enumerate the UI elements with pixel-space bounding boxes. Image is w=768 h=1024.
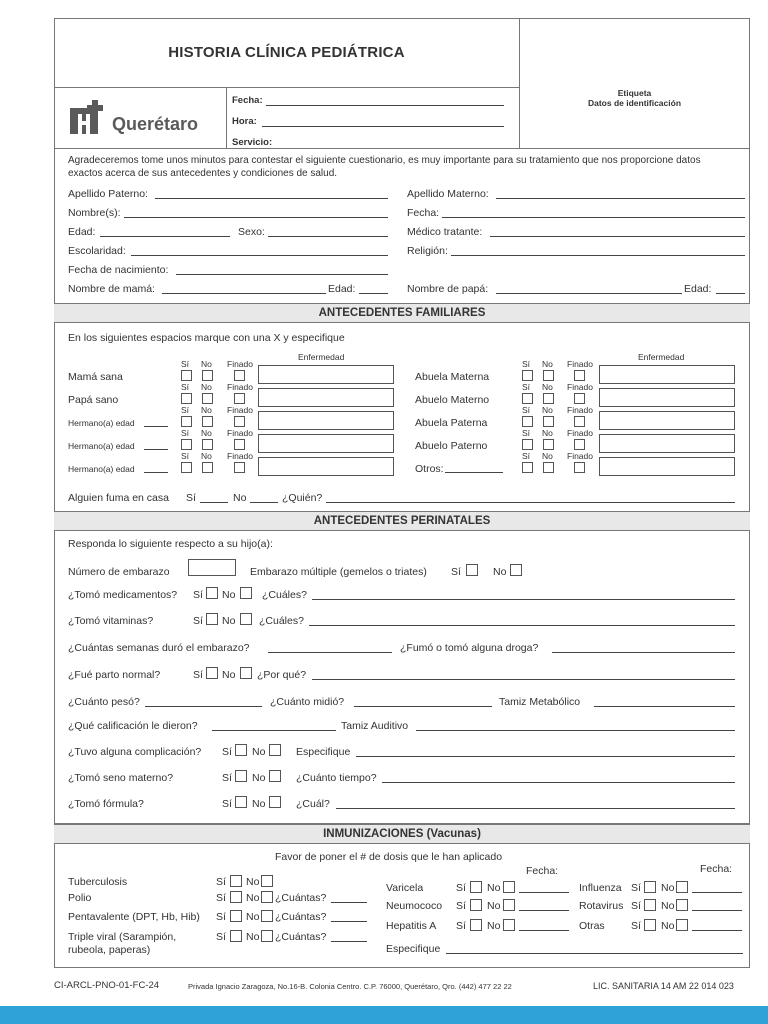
vaccine-no-checkbox[interactable] <box>503 919 515 931</box>
vaccine-label: Tuberculosis <box>68 876 128 888</box>
finado-checkbox[interactable] <box>234 462 245 473</box>
si-checkbox[interactable] <box>181 370 192 381</box>
vaccine-cuantas-label: ¿Cuántas? <box>275 911 327 923</box>
si-checkbox[interactable] <box>522 462 533 473</box>
si-column-header: Sí <box>522 359 531 369</box>
no-column-header: No <box>201 405 212 415</box>
vaccine-cuantas-label: ¿Cuántas? <box>275 892 327 904</box>
logo-text: Querétaro <box>112 114 199 134</box>
peso-label: ¿Cuánto pesó? <box>68 696 140 708</box>
apellido-paterno-label: Apellido Paterno: <box>68 188 148 200</box>
enfermedad-input[interactable] <box>258 388 394 407</box>
fuma-quien-label: ¿Quién? <box>282 492 323 504</box>
si-checkbox[interactable] <box>181 416 192 427</box>
no-column-header: No <box>201 451 212 461</box>
vaccine-fecha-input[interactable] <box>692 910 742 911</box>
vaccine-si-label: Sí <box>216 931 226 943</box>
fecha-nacimiento-input[interactable] <box>176 274 388 275</box>
parto-no-checkbox[interactable] <box>240 667 252 679</box>
tamiz-metabolico-label: Tamiz Metabólico <box>499 696 581 708</box>
finado-column-header: Finado <box>227 405 253 415</box>
nombre-papa-label: Nombre de papá: <box>407 283 489 295</box>
si-column-header: Sí <box>522 405 531 415</box>
inmunizaciones-fecha-1: Fecha: <box>526 865 559 877</box>
etiqueta-line2: Datos de identificación <box>587 98 682 108</box>
parto-por-que-input[interactable] <box>312 679 735 680</box>
vaccine-label: Influenza <box>579 882 622 894</box>
seno-si-checkbox[interactable] <box>235 770 247 782</box>
formula-no-checkbox[interactable] <box>269 796 281 808</box>
finado-column-header: Finado <box>567 405 593 415</box>
vaccine-si-label: Sí <box>216 911 226 923</box>
tamiz-metabolico-input[interactable] <box>594 706 735 707</box>
finado-column-header: Finado <box>227 428 253 438</box>
parto-si-checkbox[interactable] <box>206 667 218 679</box>
vaccine-label: Pentavalente (DPT, Hb, Hib) <box>68 911 200 923</box>
embarazo-multiple-si-checkbox[interactable] <box>466 564 478 576</box>
si-column-header: Sí <box>181 428 190 438</box>
vitaminas-no-checkbox[interactable] <box>240 613 252 625</box>
vaccine-si-label: Sí <box>456 920 466 932</box>
fuma-si-input[interactable] <box>200 502 228 503</box>
si-checkbox[interactable] <box>522 439 533 450</box>
enfermedad-col-left: Enfermedad <box>298 352 345 362</box>
vaccine-si-checkbox[interactable] <box>644 919 656 931</box>
inmunizaciones-section-header: INMUNIZACIONES (Vacunas) <box>54 824 750 844</box>
calificacion-input[interactable] <box>212 730 336 731</box>
embarazo-multiple-no-checkbox[interactable] <box>510 564 522 576</box>
vaccine-no-label: No <box>246 892 260 904</box>
finado-column-header: Finado <box>567 451 593 461</box>
left-family-row-label: Hermano(a) edad <box>68 464 135 474</box>
vaccine-no-checkbox[interactable] <box>261 875 273 887</box>
complicacion-especifique-input[interactable] <box>356 756 735 757</box>
vaccine-si-label: Sí <box>631 900 641 912</box>
intro-line2: exactos acerca de sus antecedentes y condiciones de salud. <box>68 168 338 179</box>
apellido-materno-input[interactable] <box>496 198 745 199</box>
vaccine-no-label: No <box>661 882 675 894</box>
seno-label: ¿Tomó seno materno? <box>68 772 174 784</box>
complicacion-no-label: No <box>252 746 266 758</box>
si-checkbox[interactable] <box>522 370 533 381</box>
parto-no-label: No <box>222 669 236 681</box>
finado-column-header: Finado <box>567 359 593 369</box>
enfermedad-input[interactable] <box>258 434 394 453</box>
finado-column-header: Finado <box>227 382 253 392</box>
no-checkbox[interactable] <box>543 370 554 381</box>
nombre-mama-label: Nombre de mamá: <box>68 283 155 295</box>
vitaminas-no-label: No <box>222 615 236 627</box>
vaccine-si-checkbox[interactable] <box>230 930 242 942</box>
intro-line1: Agradeceremos tome unos minutos para contestar el siguiente cuestionario, es muy importante para su tratamiento que nos proporcione datos <box>68 155 701 166</box>
edad-input[interactable] <box>100 236 230 237</box>
etiqueta-label <box>519 88 750 108</box>
parto-si-label: Sí <box>193 669 203 681</box>
apellido-materno-label: Apellido Materno: <box>407 188 489 200</box>
si-checkbox[interactable] <box>181 439 192 450</box>
vaccine-si-checkbox[interactable] <box>230 910 242 922</box>
no-checkbox[interactable] <box>202 439 213 450</box>
right-family-row-label: Otros: <box>415 463 444 475</box>
vaccine-si-checkbox[interactable] <box>230 875 242 887</box>
vaccine-si-checkbox[interactable] <box>470 899 482 911</box>
tamiz-auditivo-input[interactable] <box>416 730 735 731</box>
vaccine-fecha-input[interactable] <box>519 910 569 911</box>
right-family-row-label: Abuelo Materno <box>415 394 490 406</box>
vaccine-label: Neumococo <box>386 900 443 912</box>
fumo-label: ¿Fumó o tomó alguna droga? <box>400 642 539 654</box>
vaccine-no-checkbox[interactable] <box>261 930 273 942</box>
vaccine-no-label: No <box>487 920 501 932</box>
vaccine-no-label: No <box>661 900 675 912</box>
logo-icon <box>70 100 106 136</box>
header-divider-vertical <box>519 18 520 148</box>
fecha-id-input[interactable] <box>442 217 745 218</box>
vaccine-no-label: No <box>246 876 260 888</box>
formula-cual-input[interactable] <box>336 808 735 809</box>
queretaro-logo <box>70 100 220 138</box>
familiares-section-header: ANTECEDENTES FAMILIARES <box>54 303 750 323</box>
vaccine-si-label: Sí <box>631 882 641 894</box>
parto-por-que-label: ¿Por qué? <box>257 669 307 681</box>
complicacion-si-label: Sí <box>222 746 232 758</box>
no-column-header: No <box>542 451 553 461</box>
vaccine-si-label: Sí <box>216 892 226 904</box>
header-bottom-line <box>54 148 750 149</box>
religion-input[interactable] <box>451 255 745 256</box>
cuanto-tiempo-input[interactable] <box>382 782 735 783</box>
medico-label: Médico tratante: <box>407 226 483 238</box>
fuma-si-label: Sí <box>186 492 196 504</box>
sexo-label: Sexo: <box>238 226 265 238</box>
finado-column-header: Finado <box>227 359 253 369</box>
finado-checkbox[interactable] <box>574 370 585 381</box>
embarazo-multiple-si-label: Sí <box>451 566 461 578</box>
no-checkbox[interactable] <box>202 462 213 473</box>
medicamentos-no-label: No <box>222 589 236 601</box>
nombre-mama-input[interactable] <box>162 293 326 294</box>
enfermedad-input[interactable] <box>258 457 394 476</box>
edad-label: Edad: <box>68 226 96 238</box>
formula-no-label: No <box>252 798 266 810</box>
fuma-label: Alguien fuma en casa <box>68 492 169 504</box>
fuma-no-input[interactable] <box>250 502 278 503</box>
seno-si-label: Sí <box>222 772 232 784</box>
footer-code: CI-ARCL-PNO-01-FC-24 <box>54 980 160 991</box>
vaccine-label-cont: rubeola, paperas) <box>68 944 151 956</box>
vaccine-fecha-input[interactable] <box>519 930 569 931</box>
perinatales-section-header: ANTECEDENTES PERINATALES <box>54 511 750 531</box>
formula-label: ¿Tomó fórmula? <box>68 798 144 810</box>
page-title: HISTORIA CLÍNICA PEDIÁTRICA <box>168 44 405 61</box>
si-checkbox[interactable] <box>181 462 192 473</box>
no-checkbox[interactable] <box>543 393 554 404</box>
enfermedad-input[interactable] <box>258 411 394 430</box>
vaccine-label: Triple viral (Sarampión, <box>68 931 177 943</box>
perinatales-instruction: Responda lo siguiente respecto a su hijo(a): <box>68 538 273 550</box>
no-column-header: No <box>542 428 553 438</box>
vaccine-fecha-input[interactable] <box>692 930 742 931</box>
embarazo-multiple-no-label: No <box>493 566 507 578</box>
semanas-label: ¿Cuántas semanas duró el embarazo? <box>68 642 250 654</box>
medicamentos-si-label: Sí <box>193 589 203 601</box>
vaccine-si-label: Sí <box>456 900 466 912</box>
servicio-label: Servicio: <box>232 137 273 148</box>
formula-si-checkbox[interactable] <box>235 796 247 808</box>
si-column-header: Sí <box>522 451 531 461</box>
enfermedad-input[interactable] <box>599 457 735 476</box>
vaccine-no-checkbox[interactable] <box>503 899 515 911</box>
fuma-quien-input[interactable] <box>326 502 735 503</box>
vacunas-especifique-label: Especifique <box>386 943 441 955</box>
finado-checkbox[interactable] <box>234 370 245 381</box>
vaccine-cuantas-input[interactable] <box>331 902 367 903</box>
finado-column-header: Finado <box>567 382 593 392</box>
sexo-input[interactable] <box>268 236 388 237</box>
embarazo-multiple-label: Embarazo múltiple (gemelos o triates) <box>250 566 427 578</box>
finado-column-header: Finado <box>567 428 593 438</box>
vaccine-si-checkbox[interactable] <box>470 919 482 931</box>
vaccine-si-checkbox[interactable] <box>230 891 242 903</box>
fecha-input[interactable] <box>266 105 504 106</box>
apellido-paterno-input[interactable] <box>155 198 388 199</box>
no-checkbox[interactable] <box>543 462 554 473</box>
formula-si-label: Sí <box>222 798 232 810</box>
peso-input[interactable] <box>145 706 262 707</box>
semanas-input[interactable] <box>268 652 392 653</box>
fecha-label: Fecha: <box>232 95 263 106</box>
si-column-header: Sí <box>181 382 190 392</box>
right-family-row-label: Abuela Materna <box>415 371 490 383</box>
no-column-header: No <box>542 359 553 369</box>
edad-mama-input[interactable] <box>359 293 388 294</box>
left-family-row-label: Hermano(a) edad <box>68 441 135 451</box>
vaccine-cuantas-label: ¿Cuántas? <box>275 931 327 943</box>
hermano-edad-input[interactable] <box>144 472 168 473</box>
no-column-header: No <box>201 359 212 369</box>
finado-checkbox[interactable] <box>574 416 585 427</box>
no-column-header: No <box>542 405 553 415</box>
vitaminas-cuales-input[interactable] <box>309 625 735 626</box>
vaccine-no-checkbox[interactable] <box>676 881 688 893</box>
si-column-header: Sí <box>522 382 531 392</box>
footer-address: Privada Ignacio Zaragoza, No.16-B. Colonia Centro. C.P. 76000, Querétaro, Qro. (442) 477 22 22 <box>188 982 512 991</box>
religion-label: Religión: <box>407 245 448 257</box>
finado-checkbox[interactable] <box>574 462 585 473</box>
vaccine-si-checkbox[interactable] <box>644 881 656 893</box>
hermano-edad-input[interactable] <box>144 449 168 450</box>
vaccine-no-checkbox[interactable] <box>261 910 273 922</box>
medicamentos-label: ¿Tomó medicamentos? <box>68 589 178 601</box>
fuma-no-label: No <box>233 492 247 504</box>
left-family-row-label: Hermano(a) edad <box>68 418 135 428</box>
midio-input[interactable] <box>354 706 492 707</box>
complicacion-si-checkbox[interactable] <box>235 744 247 756</box>
finado-checkbox[interactable] <box>574 393 585 404</box>
inmunizaciones-instruction: Favor de poner el # de dosis que le han aplicado <box>275 851 503 863</box>
no-checkbox[interactable] <box>543 416 554 427</box>
nombres-input[interactable] <box>124 217 388 218</box>
si-column-header: Sí <box>522 428 531 438</box>
vaccine-label: Rotavirus <box>579 900 624 912</box>
vaccine-no-checkbox[interactable] <box>261 891 273 903</box>
nombre-papa-input[interactable] <box>496 293 682 294</box>
vaccine-label: Hepatitis A <box>386 920 437 932</box>
header-logo-divider <box>226 87 227 148</box>
left-family-row-label: Mamá sana <box>68 371 123 383</box>
finado-checkbox[interactable] <box>234 393 245 404</box>
escolaridad-label: Escolaridad: <box>68 245 126 257</box>
vaccine-fecha-input[interactable] <box>692 892 742 893</box>
enfermedad-input[interactable] <box>599 388 735 407</box>
midio-label: ¿Cuánto midió? <box>270 696 345 708</box>
enfermedad-input[interactable] <box>599 365 735 384</box>
vaccine-si-checkbox[interactable] <box>470 881 482 893</box>
no-checkbox[interactable] <box>202 393 213 404</box>
calificacion-label: ¿Qué calificación le dieron? <box>68 720 198 732</box>
seno-no-label: No <box>252 772 266 784</box>
seno-no-checkbox[interactable] <box>269 770 281 782</box>
si-column-header: Sí <box>181 359 190 369</box>
otros-input[interactable] <box>445 472 503 473</box>
medicamentos-cuales-label: ¿Cuáles? <box>262 589 307 601</box>
enfermedad-input[interactable] <box>258 365 394 384</box>
no-column-header: No <box>201 428 212 438</box>
vaccine-no-label: No <box>487 900 501 912</box>
vaccine-no-label: No <box>487 882 501 894</box>
edad-mama-label: Edad: <box>328 283 356 295</box>
finado-checkbox[interactable] <box>234 439 245 450</box>
vitaminas-si-label: Sí <box>193 615 203 627</box>
fumo-input[interactable] <box>552 652 735 653</box>
si-column-header: Sí <box>181 451 190 461</box>
vaccine-si-label: Sí <box>216 876 226 888</box>
no-checkbox[interactable] <box>202 416 213 427</box>
vaccine-no-label: No <box>661 920 675 932</box>
num-embarazo-input[interactable] <box>188 559 236 576</box>
etiqueta-line1: Etiqueta <box>617 88 652 98</box>
medico-input[interactable] <box>490 236 745 237</box>
complicacion-especifique-label: Especifique <box>296 746 351 758</box>
no-checkbox[interactable] <box>543 439 554 450</box>
fecha-nacimiento-label: Fecha de nacimiento: <box>68 264 169 276</box>
finado-checkbox[interactable] <box>574 439 585 450</box>
right-family-row-label: Abuela Paterna <box>415 417 488 429</box>
hora-label: Hora: <box>232 116 257 127</box>
nombres-label: Nombre(s): <box>68 207 121 219</box>
header-divider-horizontal <box>54 87 519 88</box>
formula-cual-label: ¿Cuál? <box>296 798 330 810</box>
medicamentos-cuales-input[interactable] <box>312 599 735 600</box>
medicamentos-si-checkbox[interactable] <box>206 587 218 599</box>
finado-checkbox[interactable] <box>234 416 245 427</box>
vaccine-cuantas-input[interactable] <box>331 941 367 942</box>
edad-papa-label: Edad: <box>684 283 712 295</box>
vaccine-label: Polio <box>68 892 92 904</box>
hermano-edad-input[interactable] <box>144 426 168 427</box>
vaccine-no-checkbox[interactable] <box>503 881 515 893</box>
vaccine-si-label: Sí <box>456 882 466 894</box>
vitaminas-si-checkbox[interactable] <box>206 613 218 625</box>
footer-license: LIC. SANITARIA 14 AM 22 014 023 <box>593 981 734 991</box>
right-family-row-label: Abuelo Paterno <box>415 440 488 452</box>
si-column-header: Sí <box>181 405 190 415</box>
si-checkbox[interactable] <box>522 416 533 427</box>
vacunas-especifique-input[interactable] <box>446 953 743 954</box>
no-column-header: No <box>542 382 553 392</box>
medicamentos-no-checkbox[interactable] <box>240 587 252 599</box>
vaccine-no-checkbox[interactable] <box>676 899 688 911</box>
enfermedad-col-right: Enfermedad <box>638 352 685 362</box>
enfermedad-input[interactable] <box>599 411 735 430</box>
left-family-row-label: Papá sano <box>68 394 119 406</box>
vitaminas-label: ¿Tomó vitaminas? <box>68 615 154 627</box>
no-checkbox[interactable] <box>202 370 213 381</box>
vaccine-si-checkbox[interactable] <box>644 899 656 911</box>
vaccine-label: Varicela <box>386 882 424 894</box>
vaccine-cuantas-input[interactable] <box>331 921 367 922</box>
inmunizaciones-fecha-2: Fecha: <box>700 863 733 875</box>
num-embarazo-label: Número de embarazo <box>68 566 170 578</box>
vitaminas-cuales-label: ¿Cuáles? <box>259 615 304 627</box>
vaccine-no-checkbox[interactable] <box>676 919 688 931</box>
parto-label: ¿Fué parto normal? <box>68 669 161 681</box>
familiares-instruction: En los siguientes espacios marque con una X y especifique <box>68 332 345 344</box>
no-column-header: No <box>201 382 212 392</box>
vaccine-no-label: No <box>246 931 260 943</box>
cuanto-tiempo-label: ¿Cuánto tiempo? <box>296 772 377 784</box>
hora-input[interactable] <box>262 126 504 127</box>
vaccine-no-label: No <box>246 911 260 923</box>
escolaridad-input[interactable] <box>131 255 388 256</box>
complicacion-no-checkbox[interactable] <box>269 744 281 756</box>
vaccine-si-label: Sí <box>631 920 641 932</box>
vaccine-fecha-input[interactable] <box>519 892 569 893</box>
vaccine-label: Otras <box>579 920 605 932</box>
finado-column-header: Finado <box>227 451 253 461</box>
edad-papa-input[interactable] <box>716 293 745 294</box>
si-checkbox[interactable] <box>522 393 533 404</box>
si-checkbox[interactable] <box>181 393 192 404</box>
tamiz-auditivo-label: Tamiz Auditivo <box>341 720 409 732</box>
footer-accent-bar <box>0 1006 768 1024</box>
enfermedad-input[interactable] <box>599 434 735 453</box>
complicacion-label: ¿Tuvo alguna complicación? <box>68 746 202 758</box>
fecha-id-label: Fecha: <box>407 207 440 219</box>
